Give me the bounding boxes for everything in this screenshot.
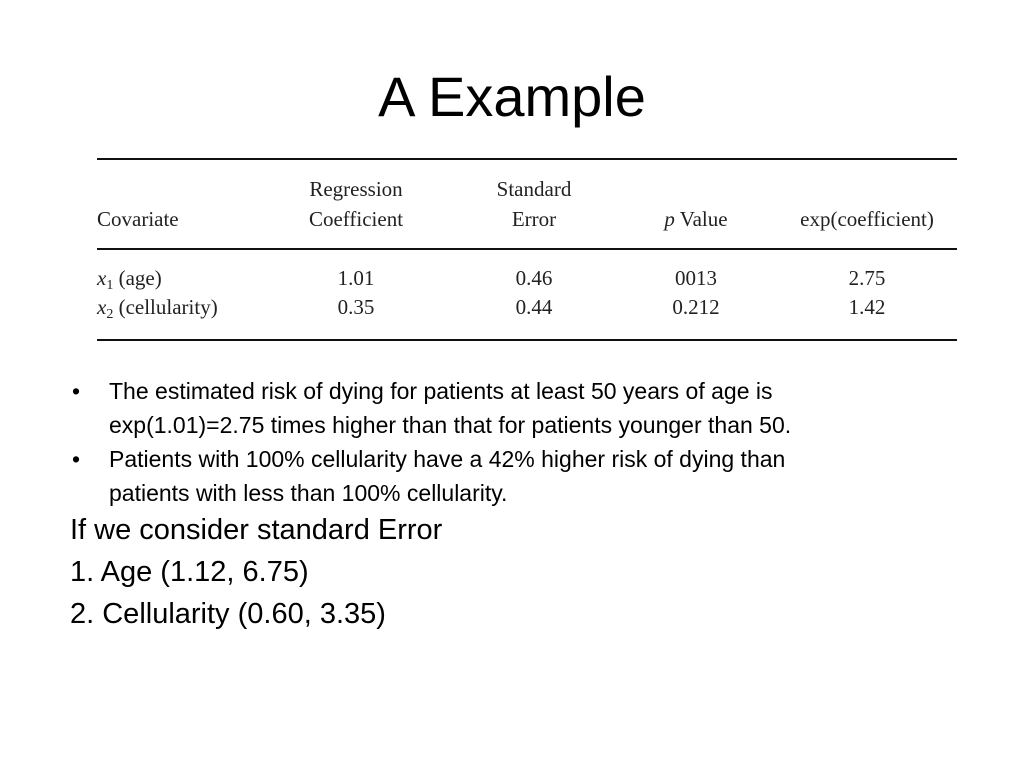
followup-item-cellularity: 2. Cellularity (0.60, 3.35) <box>70 598 386 630</box>
bullet-item <box>72 442 972 510</box>
header-stderr-line1: Standard <box>496 177 572 201</box>
table-cell-se: 0.44 <box>515 295 553 319</box>
bullet-item <box>72 374 972 442</box>
header-exp-coefficient: exp(coefficient) <box>800 207 934 231</box>
table-top-rule <box>97 158 957 160</box>
table-row-covariate <box>97 292 218 330</box>
header-stderr-line2: Error <box>511 207 557 231</box>
covariate-subscript: 2 <box>106 307 114 322</box>
header-p-rest: Value <box>674 207 728 231</box>
table-cell-coef: 1.01 <box>337 266 375 290</box>
table-cell-se: 0.46 <box>515 266 553 290</box>
header-regression-line1: Regression <box>309 177 403 201</box>
covariate-label: (cellularity) <box>113 295 218 319</box>
slide-title: A Example <box>378 65 646 128</box>
covariate-label: (age) <box>113 266 162 290</box>
table-cell-exp: 1.42 <box>848 295 886 319</box>
header-p-value <box>631 204 761 234</box>
bullet-list <box>72 374 972 510</box>
table-cell-p: 0.212 <box>672 295 720 319</box>
header-p-italic: p <box>664 207 675 231</box>
table-cell-p: 0013 <box>675 266 717 290</box>
covariate-var: x <box>97 266 107 290</box>
bullet-text-line: patients with less than 100% cellularity. <box>109 480 508 506</box>
table-cell-coef: 0.35 <box>337 295 375 319</box>
table-header-rule <box>97 248 957 250</box>
table-cell-exp: 2.75 <box>848 266 886 290</box>
followup-item-age: 1. Age (1.12, 6.75) <box>70 556 309 588</box>
bullet-text-line: Patients with 100% cellularity have a 42% higher risk of dying than <box>109 446 786 472</box>
bullet-text-line: exp(1.01)=2.75 times higher than that for patients younger than 50. <box>109 412 792 438</box>
header-regression-line2: Coefficient <box>308 207 404 231</box>
covariate-var: x <box>97 295 107 319</box>
header-covariate: Covariate <box>97 207 179 231</box>
table-bottom-rule <box>97 339 957 341</box>
bullet-text-line: The estimated risk of dying for patients at least 50 years of age is <box>109 378 773 404</box>
followup-intro: If we consider standard Error <box>70 514 443 546</box>
bullet-marker: • <box>72 446 81 472</box>
bullet-marker: • <box>72 378 81 404</box>
covariate-subscript: 1 <box>106 278 114 293</box>
